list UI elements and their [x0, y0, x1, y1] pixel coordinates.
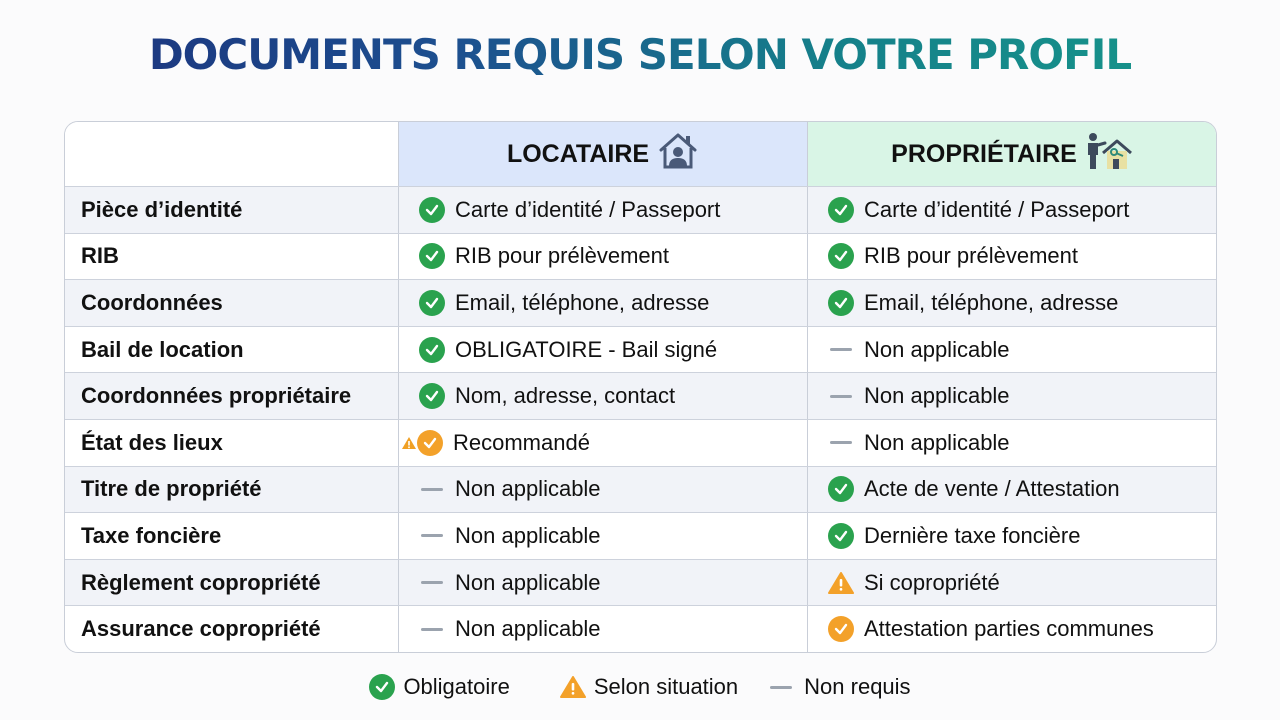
proprietaire-cell	[807, 420, 1216, 466]
header-proprietaire-label: PROPRIÉTAIRE	[891, 139, 1077, 168]
table-row	[65, 605, 1216, 652]
proprietaire-text: Acte de vente / Attestation	[864, 476, 1120, 502]
warning-triangle-icon	[560, 674, 586, 700]
green-check-icon	[828, 523, 854, 549]
header-locataire	[398, 122, 807, 186]
table-row	[65, 326, 1216, 373]
proprietaire-cell	[807, 327, 1216, 373]
header-proprietaire	[807, 122, 1216, 186]
proprietaire-cell	[807, 467, 1216, 513]
legend-label: Obligatoire	[403, 674, 510, 699]
table-row	[65, 419, 1216, 466]
green-check-icon	[419, 243, 445, 269]
proprietaire-text: Attestation parties communes	[864, 616, 1154, 642]
table-row	[65, 372, 1216, 419]
locataire-text: Email, téléphone, adresse	[455, 289, 710, 315]
green-check-icon	[828, 476, 854, 502]
dash-icon	[421, 628, 443, 631]
locataire-text: Carte d’identité / Passeport	[455, 196, 721, 222]
locataire-text: Recommandé	[453, 429, 590, 455]
row-label: Pièce d’identité	[81, 196, 243, 222]
dash-icon	[830, 441, 852, 444]
green-check-icon	[828, 290, 854, 316]
green-check-icon	[419, 383, 445, 409]
green-check-icon	[369, 674, 395, 700]
legend-item-non-requis	[768, 674, 910, 700]
proprietaire-text: Non applicable	[864, 336, 1010, 362]
locataire-cell	[398, 420, 807, 466]
locataire-text: Non applicable	[455, 616, 601, 642]
row-label: Règlement copropriété	[81, 569, 321, 595]
page-title: DOCUMENTS REQUIS SELON VOTRE PROFIL	[0, 30, 1280, 79]
table-row	[65, 466, 1216, 513]
dash-icon	[421, 534, 443, 537]
table-row	[65, 512, 1216, 559]
documents-table	[64, 121, 1217, 653]
proprietaire-text: Non applicable	[864, 383, 1010, 409]
locataire-text: Non applicable	[455, 569, 601, 595]
locataire-text: Nom, adresse, contact	[455, 383, 676, 409]
orange-check-icon	[828, 616, 854, 642]
header-locataire-label: LOCATAIRE	[506, 139, 650, 168]
locataire-text: OBLIGATOIRE - Bail signé	[455, 336, 718, 362]
row-label: Taxe foncière	[81, 522, 222, 548]
proprietaire-text: Dernière taxe foncière	[864, 522, 1081, 548]
proprietaire-text: Email, téléphone, adresse	[864, 289, 1119, 315]
row-label: Bail de location	[81, 336, 244, 362]
locataire-cell	[398, 467, 807, 513]
locataire-text: Non applicable	[455, 522, 601, 548]
dash-icon	[421, 488, 443, 491]
row-label: RIB	[81, 243, 119, 269]
dash-icon	[770, 686, 792, 689]
table-row	[65, 279, 1216, 326]
locataire-text: RIB pour prélèvement	[455, 243, 669, 269]
legend	[0, 674, 1280, 700]
proprietaire-cell	[807, 560, 1216, 606]
locataire-cell	[398, 560, 807, 606]
proprietaire-cell	[807, 234, 1216, 280]
locataire-cell	[398, 280, 807, 326]
proprietaire-text: Si copropriété	[864, 569, 1000, 595]
green-check-icon	[419, 197, 445, 223]
legend-item-selon-situation	[560, 674, 738, 700]
proprietaire-text: RIB pour prélèvement	[864, 243, 1078, 269]
owner-house-key-icon	[1085, 131, 1133, 177]
orange-check-icon	[417, 430, 443, 456]
green-check-icon	[419, 337, 445, 363]
header-empty-cell	[65, 122, 398, 186]
proprietaire-cell	[807, 280, 1216, 326]
locataire-cell	[398, 327, 807, 373]
table-row	[65, 186, 1216, 233]
table-row	[65, 233, 1216, 280]
locataire-cell	[398, 606, 807, 652]
proprietaire-cell	[807, 513, 1216, 559]
dash-icon	[421, 581, 443, 584]
house-person-icon	[657, 131, 699, 177]
green-check-icon	[828, 197, 854, 223]
row-label: Titre de propriété	[81, 476, 262, 502]
row-label: Coordonnées propriétaire	[81, 383, 352, 409]
warning-triangle-icon	[828, 570, 854, 596]
legend-item-obligatoire	[369, 674, 509, 700]
proprietaire-cell	[807, 606, 1216, 652]
proprietaire-text: Non applicable	[864, 429, 1010, 455]
legend-label: Non requis	[804, 674, 911, 699]
warning-triangle-icon	[401, 436, 417, 450]
table-header-row	[65, 122, 1216, 186]
legend-label: Selon situation	[593, 674, 739, 699]
green-check-icon	[419, 290, 445, 316]
proprietaire-text: Carte d’identité / Passeport	[864, 196, 1130, 222]
row-label: État des lieux	[81, 429, 223, 455]
proprietaire-cell	[807, 187, 1216, 233]
locataire-cell	[398, 373, 807, 419]
row-label: Coordonnées	[81, 289, 223, 315]
row-label: Assurance copropriété	[81, 616, 321, 642]
dash-icon	[830, 395, 852, 398]
locataire-cell	[398, 234, 807, 280]
locataire-cell	[398, 187, 807, 233]
dash-icon	[830, 348, 852, 351]
green-check-icon	[828, 243, 854, 269]
locataire-cell	[398, 513, 807, 559]
proprietaire-cell	[807, 373, 1216, 419]
table-row	[65, 559, 1216, 606]
locataire-text: Non applicable	[455, 476, 601, 502]
